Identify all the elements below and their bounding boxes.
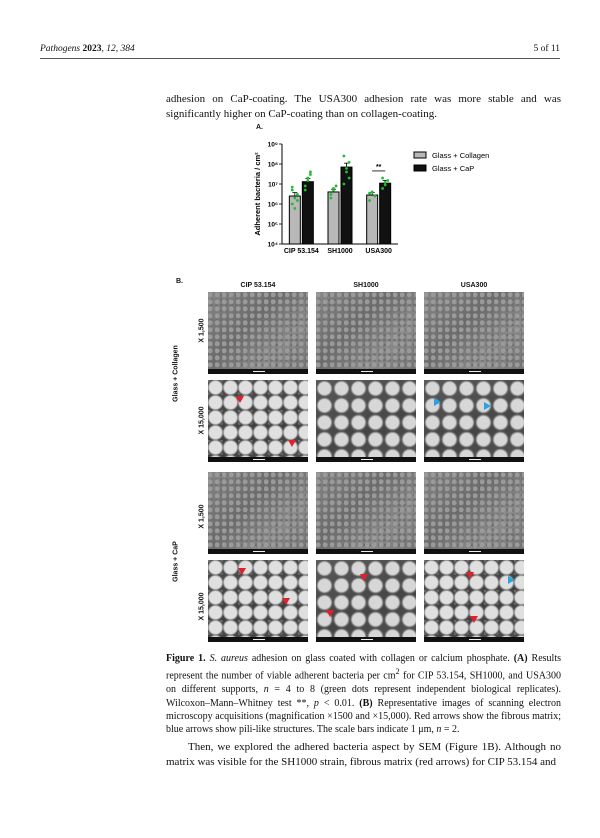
caption-text-1: adhesion on glass coated with collagen or calcium phosphate. (247, 653, 514, 664)
caption-lead: Figure 1. (166, 653, 206, 664)
replicate-dot (304, 189, 307, 192)
sem-image-sh1000-cap-15000 (316, 560, 416, 642)
figure-caption (166, 652, 561, 737)
red-arrow-icon (282, 598, 290, 605)
sem-col-label-usa300: USA300 (460, 282, 488, 289)
page-number: 5 of 11 (533, 44, 560, 54)
body-paragraph-1: adhesion on CaP-coating. The USA300 adhesion rate was more stable and was significantly higher on CaP-coating than on collagen-coating. (166, 93, 561, 120)
legend-swatch-1 (414, 165, 426, 171)
legend-label-0: Glass + Collagen (432, 151, 490, 160)
replicate-dot (296, 193, 299, 196)
red-arrow-icon (238, 568, 246, 575)
replicate-dot (348, 177, 351, 180)
replicate-dot (291, 203, 294, 206)
x-tick-label: SH1000 (327, 248, 353, 255)
replicate-dot (381, 177, 384, 180)
replicate-dot (348, 161, 351, 164)
replicate-dot (373, 195, 376, 198)
sem-image-sh1000-collagen-15000 (316, 380, 416, 462)
replicate-dot (309, 173, 312, 176)
replicate-dot (293, 207, 296, 210)
panel-a-label: A. (256, 124, 263, 131)
red-arrow-icon (326, 610, 334, 617)
legend-label-1: Glass + CaP (432, 164, 475, 173)
sem-image-cip-collagen-15000 (208, 380, 308, 462)
replicate-dot (384, 184, 387, 187)
adhesion-bar-chart (252, 136, 572, 276)
caption-text-5: < 0.01. (318, 697, 360, 709)
replicate-dot (291, 189, 294, 192)
replicate-dot (304, 185, 307, 188)
body-paragraph-2: Then, we explored the adhered bacteria aspect by SEM (Figure 1B). Although no matrix was visible for the SH1000 strain, fibrous matrix (red arrows) for CIP 53.154 and (166, 741, 561, 768)
bar-1-1 (341, 167, 352, 244)
replicate-dot (293, 197, 296, 200)
y-tick-label: 10⁴ (267, 241, 278, 249)
replicate-dot (306, 179, 309, 182)
replicate-dot (343, 155, 346, 158)
caption-species: S. aureus (209, 653, 248, 664)
y-tick-label: 10⁵ (267, 221, 278, 229)
y-tick-label: 10⁸ (267, 161, 278, 169)
red-arrow-icon (236, 396, 244, 403)
bar-2-0 (367, 195, 378, 244)
blue-arrow-icon (484, 402, 491, 410)
bar-0-0 (289, 196, 300, 244)
chart-svg (252, 136, 572, 276)
replicate-dot (386, 179, 389, 182)
group-label-cap: Glass + CaP (172, 541, 180, 582)
red-arrow-icon (288, 440, 296, 447)
x-tick-label: CIP 53.154 (283, 248, 319, 255)
panel-b-label: B. (176, 278, 183, 285)
x-tick-label: USA300 (365, 248, 392, 255)
caption-sup: 2 (395, 667, 400, 677)
mag-label-1: X 1,500 (198, 318, 206, 343)
replicate-dot (306, 177, 309, 180)
y-tick-label: 10⁷ (268, 181, 278, 189)
bar-0-1 (302, 182, 313, 244)
caption-n1: n (263, 684, 269, 696)
legend-swatch-0 (414, 152, 426, 158)
replicate-dot (335, 185, 338, 188)
header-rule (40, 58, 560, 59)
caption-p: p (313, 697, 319, 709)
sem-image-cip-collagen-1500 (208, 292, 308, 374)
red-arrow-icon (466, 572, 474, 579)
sem-image-usa300-cap-15000 (424, 560, 524, 642)
sem-image-cip-cap-15000 (208, 560, 308, 642)
y-tick-label: 10⁹ (267, 141, 278, 149)
caption-text-6: Representative images of scanning electron microscopy acquisitions (magnification ×1500 and ×15,000). Red arrows show the fibrous matrix; blue arrows show pili-like structures. The scale bars indicate 1 μm, (166, 697, 562, 736)
bar-2-1 (380, 183, 391, 244)
replicate-dot (345, 171, 348, 174)
sem-col-label-sh1000: SH1000 (353, 282, 379, 289)
blue-arrow-icon (508, 576, 515, 584)
caption-text-3: for CIP 53.154, SH1000, and USA300 on different supports, (166, 670, 562, 696)
sem-col-label-cip: CIP 53.154 (240, 282, 276, 289)
mag-label-2: X 15,000 (198, 406, 206, 435)
replicate-dot (343, 183, 346, 186)
replicate-dot (384, 181, 387, 184)
significance-label: ** (375, 163, 382, 171)
caption-text-2: Results represent the number of viable adherent bacteria per cm (166, 653, 561, 682)
sem-image-cip-cap-1500 (208, 472, 308, 554)
replicate-dot (368, 199, 371, 202)
y-tick-label: 10⁶ (267, 201, 278, 209)
group-label-collagen: Glass + Collagen (172, 345, 180, 402)
caption-b: (B) (359, 697, 373, 709)
sem-image-usa300-collagen-1500 (424, 292, 524, 374)
red-arrow-icon (470, 616, 478, 623)
caption-text-4: = 4 to 8 (green dots represent independent biological replicates). Wilcoxon–Mann–Whitney test **, (166, 684, 561, 709)
sem-image-usa300-collagen-15000 (424, 380, 524, 462)
blue-arrow-icon (434, 398, 441, 406)
replicate-dot (345, 167, 348, 170)
replicate-dot (332, 187, 335, 190)
replicate-dot (330, 193, 333, 196)
replicate-dot (381, 187, 384, 190)
replicate-dot (296, 199, 299, 202)
replicate-dot (368, 192, 371, 195)
mag-label-4: X 15,000 (198, 592, 206, 621)
red-arrow-icon (360, 574, 368, 581)
sem-image-sh1000-cap-1500 (316, 472, 416, 554)
sem-image-sh1000-collagen-1500 (316, 292, 416, 374)
y-axis-label: Adherent bacteria / cm² (253, 152, 262, 236)
caption-text-7: = 2. (441, 724, 460, 736)
bar-1-0 (328, 192, 339, 244)
replicate-dot (330, 197, 333, 200)
journal-citation: Pathogens 2023, 12, 384 (40, 44, 135, 54)
replicate-dot (309, 171, 312, 174)
mag-label-3: X 1,500 (198, 504, 206, 529)
caption-n2: n (436, 724, 442, 736)
caption-a: (A) (513, 653, 528, 664)
replicate-dot (371, 191, 374, 194)
sem-image-usa300-cap-1500 (424, 472, 524, 554)
replicate-dot (291, 186, 294, 189)
